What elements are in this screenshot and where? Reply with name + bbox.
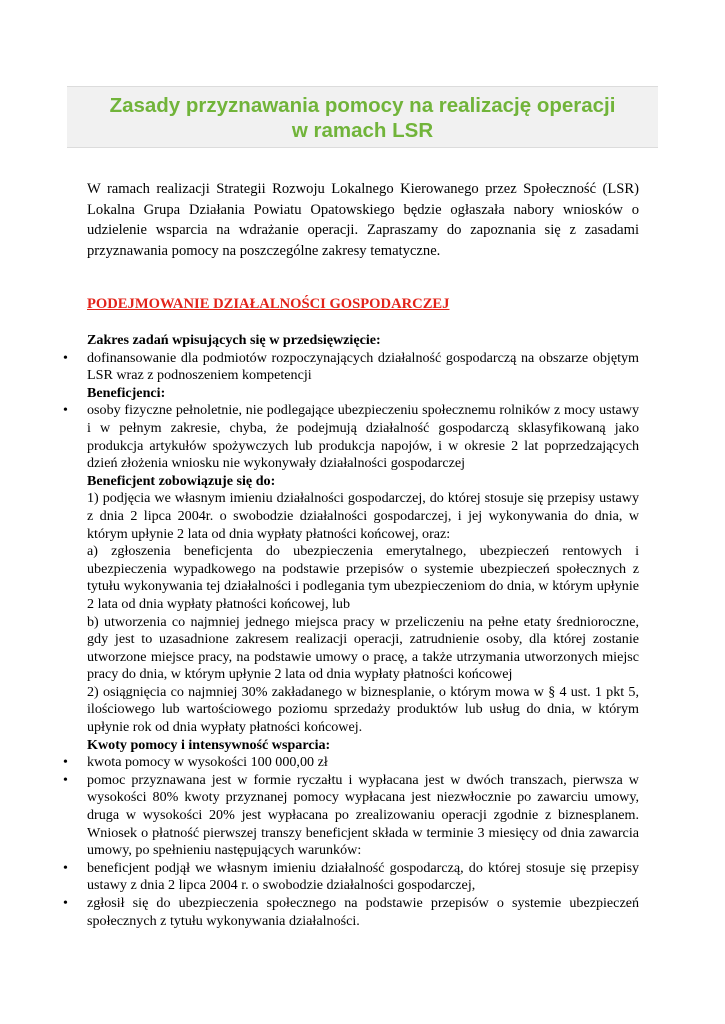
section-body [87, 332, 639, 930]
list-item: • osoby fizyczne pełnoletnie, nie podlegające ubezpieczeniu społecznemu rolników z mocy ustawy i w pełnym zakresie, chyba, że podejmują działalność gospodarczą sklasyfikowaną jako produkcja artykułów spożywczych lub produkcja napojów, i w okresie 2 lat poprzedzających dzień złożenia wniosku nie wykonywały działalności gospodarczej [87, 402, 639, 472]
beneficiaries-heading: Beneficjenci: [87, 384, 166, 401]
amounts-heading: Kwoty pomocy i intensywność wsparcia: [87, 736, 331, 753]
obligation-paragraph: a) zgłoszenia beneficjenta do ubezpieczenia emerytalnego, ubezpieczeń rentowych i ubezpieczenia wypadkowego na podstawie przepisów o systemie ubezpieczeń społecznych z tytułu wykonywania tej działalności i podlegania tym ubezpieczeniom do dnia, w którym upłynie 2 lata od dnia wypłaty płatności końcowej, lub [87, 543, 639, 612]
beneficiaries-list [87, 402, 639, 472]
page-title-line2: w ramach LSR [291, 119, 434, 142]
obligations-heading: Beneficjent zobowiązuje się do: [87, 472, 276, 489]
intro-paragraph: W ramach realizacji Strategii Rozwoju Lokalnego Kierowanego przez Społeczność (LSR) Lokalna Grupa Działania Powiatu Opatowskiego będzie ogłaszała nabory wniosków o udzielenie wsparcia na wdrażanie operacji. Zapraszamy do zapoznania się z zasadami przyznawania pomocy na poszczególne zakresy tematyczne. [87, 181, 639, 259]
scope-heading: Zakres zadań wpisujących się w przedsięwzięcie: [87, 332, 381, 348]
list-item: • kwota pomocy w wysokości 100 000,00 zł [87, 754, 639, 772]
scope-list [87, 350, 639, 385]
title-banner [67, 86, 658, 148]
section-title: PODEJMOWANIE DZIAŁALNOŚCI GOSPODARCZEJ [87, 296, 450, 312]
list-item: • beneficjent podjął we własnym imieniu działalność gospodarczą, do której stosuje się przepisy ustawy z dnia 2 lipca 2004 r. o swobodzie działalności gospodarczej, [87, 860, 639, 895]
amounts-list [87, 754, 639, 930]
page-title [67, 93, 658, 143]
list-item: • dofinansowanie dla podmiotów rozpoczynających działalność gospodarczą na obszarze objętym LSR wraz z podnoszeniem kompetencji [87, 350, 639, 385]
list-item: • pomoc przyznawana jest w formie ryczałtu i wypłacana jest w dwóch transzach, pierwsza w wysokości 80% kwoty przyznanej pomocy wypłacana jest niezwłocznie po zawarciu umowy, druga w wysokości 20% jest wypłacana po zrealizowaniu operacji zgodnie z biznesplanem. Wniosek o płatność pierwszej transzy beneficjent składa w terminie 3 miesięcy od dnia zawarcia umowy, po spełnieniu następujących warunków: [87, 772, 639, 860]
obligation-paragraph: b) utworzenia co najmniej jednego miejsca pracy w przeliczeniu na pełne etaty średnioroczne, gdy jest to uzasadnione zakresem realizacji operacji, zatrudnienie osoby, dla której zostanie utworzone miejsce pracy, na podstawie umowy o pracę, a także utrzymania utworzonych miejsc pracy do dnia, w którym upłynie 2 lata od dnia wypłaty płatności końcowej [87, 613, 639, 683]
obligation-paragraph: 1) podjęcia we własnym imieniu działalności gospodarczej, do której stosuje się przepisy ustawy z dnia 2 lipca 2004r. o swobodzie działalności gospodarczej, i jej wykonywania do dnia, w którym upłynie 2 lata od dnia wypłaty płatności końcowej, oraz: [87, 490, 639, 542]
page-title-line1: Zasady przyznawania pomocy na realizację operacji [109, 94, 616, 117]
list-item: • zgłosił się do ubezpieczenia społecznego na podstawie przepisów o systemie ubezpieczeń społecznych z tytułu wykonywania działalności. [87, 895, 639, 930]
obligation-paragraph: 2) osiągnięcia co najmniej 30% zakładanego w biznesplanie, o którym mowa w § 4 ust. 1 pkt 5, ilościowego lub wartościowego poziomu sprzedaży produktów lub usług do dnia, w którym upłynie rok od dnia wypłaty płatności końcowej. [87, 683, 639, 736]
